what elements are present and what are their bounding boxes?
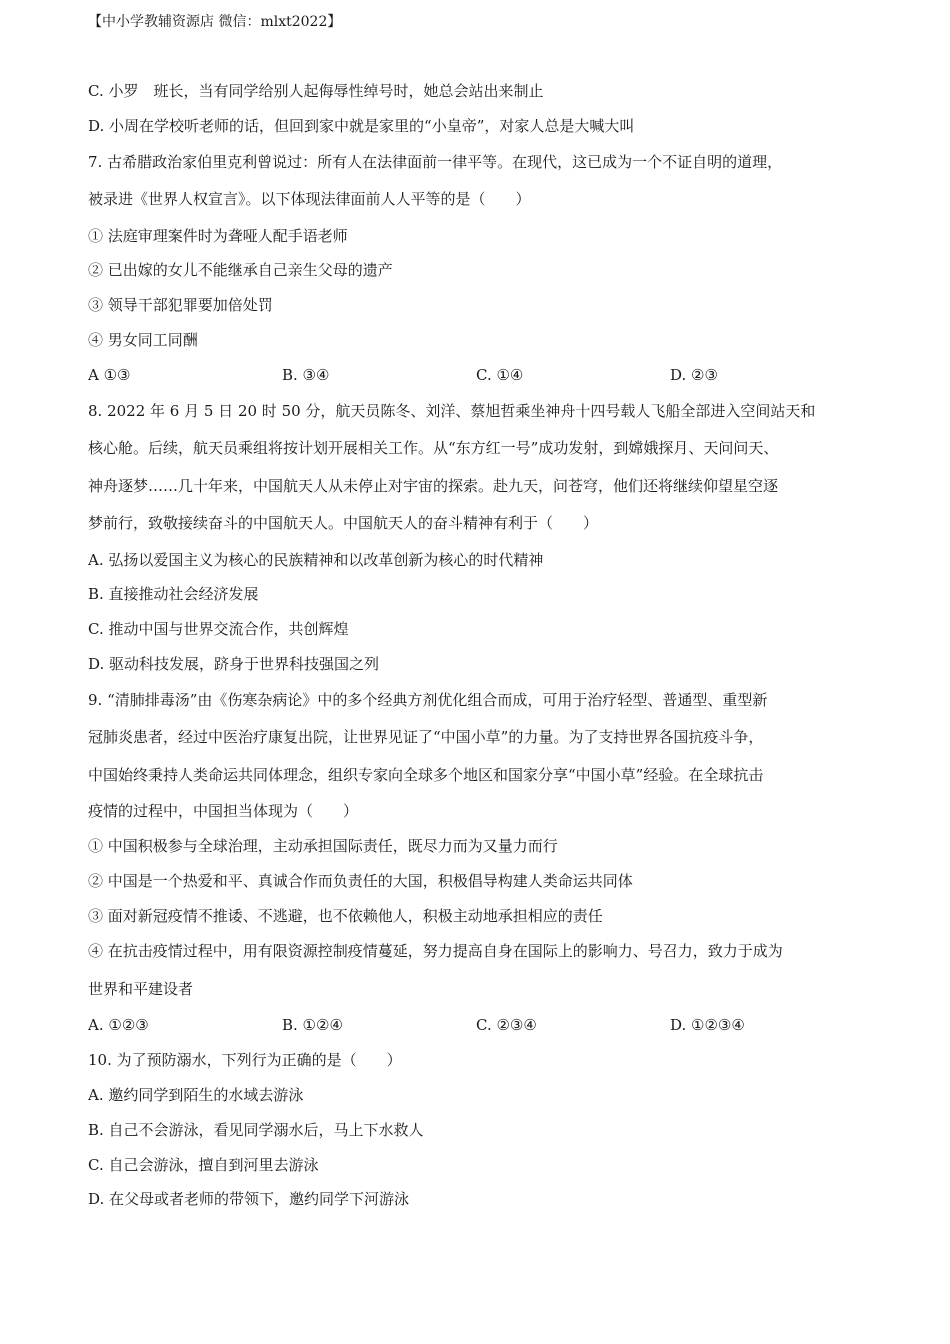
q9-item: ③ 面对新冠疫情不推诿、不逃避，也不依赖他人，积极主动地承担相应的责任 xyxy=(88,906,603,925)
q8-stem-line: 神舟逐梦……几十年来，中国航天人从未停止对宇宙的探索。赴九天，问苍穹，他们还将继续仰望星空逐 xyxy=(88,476,779,495)
q9-stem-line: 冠肺炎患者，经过中医治疗康复出院，让世界见证了“中国小草”的力量。为了支持世界各国抗疫斗争， xyxy=(88,728,764,747)
q7-item: ③ 领导干部犯罪要加倍处罚 xyxy=(88,296,273,315)
q8-option-d: D. 驱动科技发展，跻身于世界科技强国之列 xyxy=(88,654,380,673)
q9-item: ② 中国是一个热爱和平、真诚合作而负责任的大国，积极倡导构建人类命运共同体 xyxy=(88,871,633,890)
q8-stem-line: 8. 2022 年 6 月 5 日 20 时 50 分，航天员陈冬、刘洋、蔡旭哲乘坐神舟十四号载人飞船全部进入空间站天和 xyxy=(88,401,816,420)
q10-option-b: B. 自己不会游泳，看见同学溺水后，马上下水救人 xyxy=(88,1120,424,1139)
q8-stem-line: 核心舱。后续，航天员乘组将按计划开展相关工作。从“东方红一号”成功发射，到嫦娥探月、天问问天、 xyxy=(88,439,779,458)
q9-item: ④ 在抗击疫情过程中，用有限资源控制疫情蔓延，努力提高自身在国际上的影响力、号召力，致力于成为 xyxy=(88,942,783,961)
q7-item: ① 法庭审理案件时为聋哑人配手语老师 xyxy=(88,226,348,245)
q7-options xyxy=(88,358,878,393)
q10-stem: 10. 为了预防溺水，下列行为正确的是（ ） xyxy=(88,1051,402,1070)
q8-option-a: A. 弘扬以爱国主义为核心的民族精神和以改革创新为核心的时代精神 xyxy=(88,550,544,569)
page-header: 【中小学教辅资源店 微信：mlxt2022】 xyxy=(88,14,342,30)
q9-stem-line: 疫情的过程中，中国担当体现为（ ） xyxy=(88,802,359,821)
q9-stem-line: 中国始终秉持人类命运共同体理念，组织专家向全球多个地区和国家分享“中国小草”经验。在全球抗击 xyxy=(88,765,764,784)
q7-item: ④ 男女同工同酬 xyxy=(88,330,198,349)
q8-option-b: B. 直接推动社会经济发展 xyxy=(88,585,259,604)
q7-option-a: A ①③ xyxy=(88,365,131,384)
q9-option-d: D. ①②③④ xyxy=(670,1016,745,1035)
q9-item: ① 中国积极参与全球治理，主动承担国际责任，既尽力而为又量力而行 xyxy=(88,837,558,856)
q10-option-a: A. 邀约同学到陌生的水域去游泳 xyxy=(88,1086,304,1105)
q6-option-c: C. 小罗 班长，当有同学给别人起侮辱性绰号时，她总会站出来制止 xyxy=(88,82,544,100)
q7-option-c: C. ①④ xyxy=(476,365,524,384)
q8-stem-line: 梦前行，致敬接续奋斗的中国航天人。中国航天人的奋斗精神有利于（ ） xyxy=(88,514,599,533)
q9-option-c: C. ②③④ xyxy=(476,1016,537,1035)
document-body xyxy=(88,74,878,1217)
q9-item-continued: 世界和平建设者 xyxy=(88,979,194,998)
q9-stem-line: 9. “清肺排毒汤”由《伤寒杂病论》中的多个经典方剂优化组合而成，可用于治疗轻型、普通型、重型新 xyxy=(88,690,768,709)
q7-option-d: D. ②③ xyxy=(670,365,718,384)
q9-options xyxy=(88,1008,878,1043)
q10-option-c: C. 自己会游泳，擅自到河里去游泳 xyxy=(88,1155,319,1174)
q10-option-d: D. 在父母或者老师的带领下，邀约同学下河游泳 xyxy=(88,1190,410,1209)
q6-option-d: D. 小周在学校听老师的话，但回到家中就是家里的“小皇帝”，对家人总是大喊大叫 xyxy=(88,116,635,135)
q7-stem-line: 7. 古希腊政治家伯里克利曾说过：所有人在法律面前一律平等。在现代，这已成为一个不证自明的道理， xyxy=(88,152,783,171)
q9-option-a: A. ①②③ xyxy=(88,1016,149,1035)
q7-stem-line: 被录进《世界人权宣言》。以下体现法律面前人人平等的是（ ） xyxy=(88,190,531,209)
q7-item: ② 已出嫁的女儿不能继承自己亲生父母的遗产 xyxy=(88,261,393,280)
q7-option-b: B. ③④ xyxy=(282,365,330,384)
q9-option-b: B. ①②④ xyxy=(282,1016,343,1035)
q8-option-c: C. 推动中国与世界交流合作，共创辉煌 xyxy=(88,620,349,639)
